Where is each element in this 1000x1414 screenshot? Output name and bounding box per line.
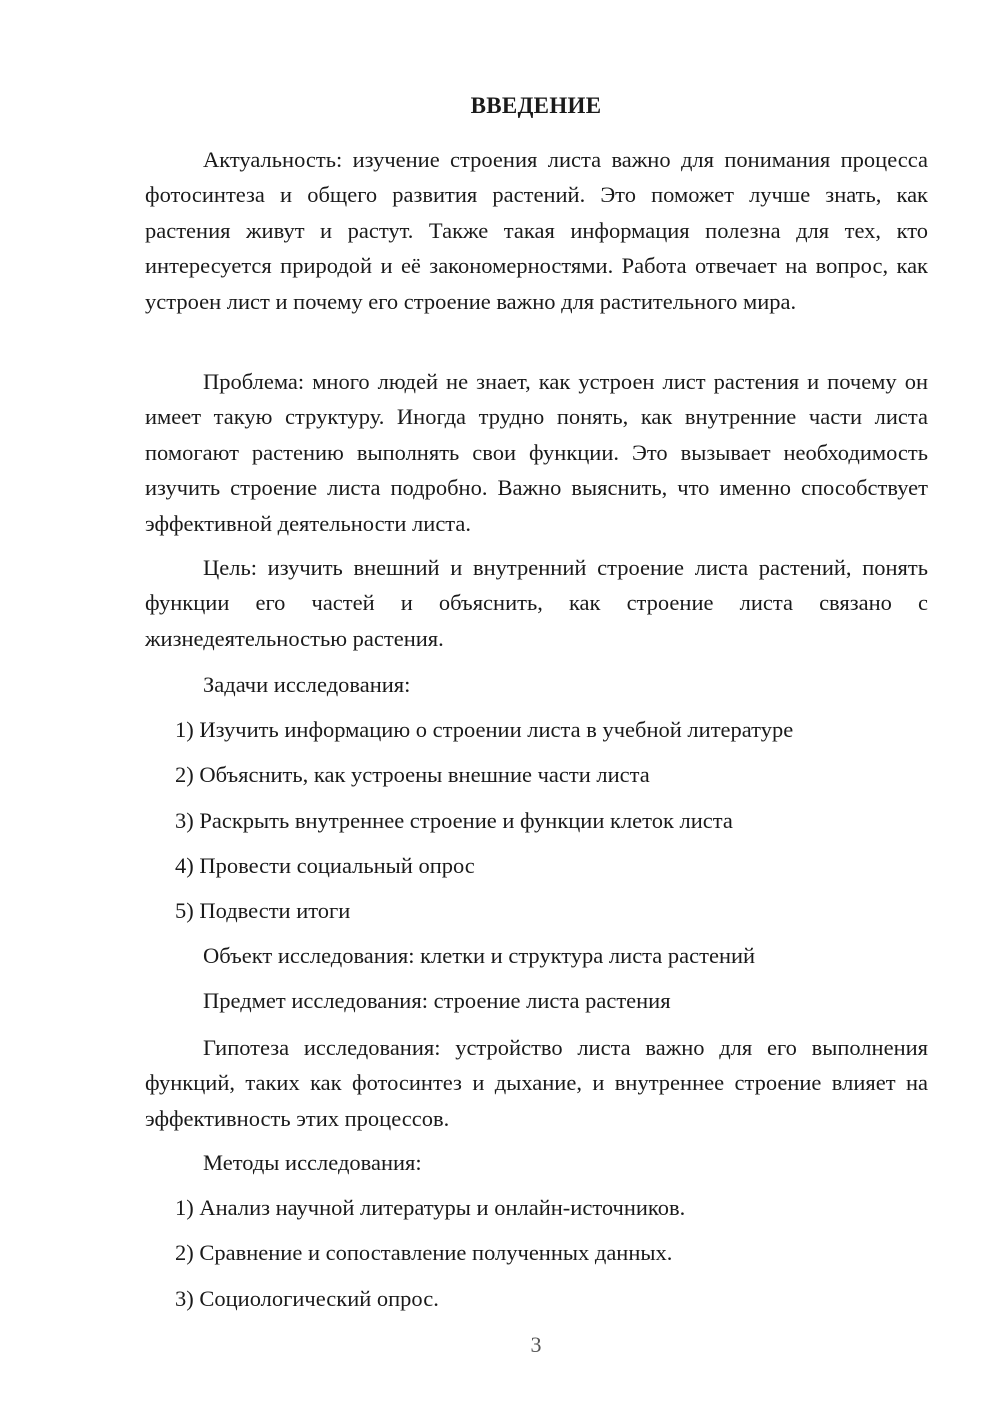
method-item: 3) Социологический опрос. xyxy=(175,1286,439,1311)
goal-paragraph: Цель: изучить внешний и внутренний строение листа растений, понять функции его частей и объяснить, как строение листа связано с жизнедеятельностью растения. xyxy=(145,555,928,651)
object-line: Объект исследования: клетки и структура листа растений xyxy=(203,943,756,968)
methods-heading: Методы исследования: xyxy=(203,1150,422,1175)
subject-line: Предмет исследования: строение листа растения xyxy=(203,988,671,1013)
task-item: 3) Раскрыть внутреннее строение и функции клеток листа xyxy=(175,808,733,833)
section-title: ВВЕДЕНИЕ xyxy=(470,93,602,118)
relevance-paragraph: Актуальность: изучение строения листа важно для понимания процесса фотосинтеза и общего развития растений. Это поможет лучше знать, как растения живут и растут. Также такая информация полезна для тех, кто интересуется природой и её закономерностями. Работа отвечает на вопрос, как устроен лист и почему его строение важно для растительного мира. xyxy=(145,147,928,314)
task-item: 1) Изучить информацию о строении листа в учебной литературе xyxy=(175,717,794,742)
page-number: 3 xyxy=(530,1332,542,1357)
task-item: 2) Объяснить, как устроены внешние части листа xyxy=(175,762,650,787)
problem-paragraph: Проблема: много людей не знает, как устроен лист растения и почему он имеет такую структуру. Иногда трудно понять, как внутренние части листа помогают растению выполнять свои функции. Это вызывает необходимость изучить строение листа подробно. Важно выяснить, что именно способствует эффективной деятельности листа. xyxy=(145,369,928,536)
hypothesis-paragraph: Гипотеза исследования: устройство листа важно для его выполнения функций, таких как фотосинтез и дыхание, и внутреннее строение влияет на эффективность этих процессов. xyxy=(145,1035,928,1131)
task-item: 5) Подвести итоги xyxy=(175,898,351,923)
tasks-heading: Задачи исследования: xyxy=(203,672,411,697)
method-item: 2) Сравнение и сопоставление полученных данных. xyxy=(175,1240,673,1265)
task-item: 4) Провести социальный опрос xyxy=(175,853,475,878)
method-item: 1) Анализ научной литературы и онлайн-источников. xyxy=(175,1195,686,1220)
